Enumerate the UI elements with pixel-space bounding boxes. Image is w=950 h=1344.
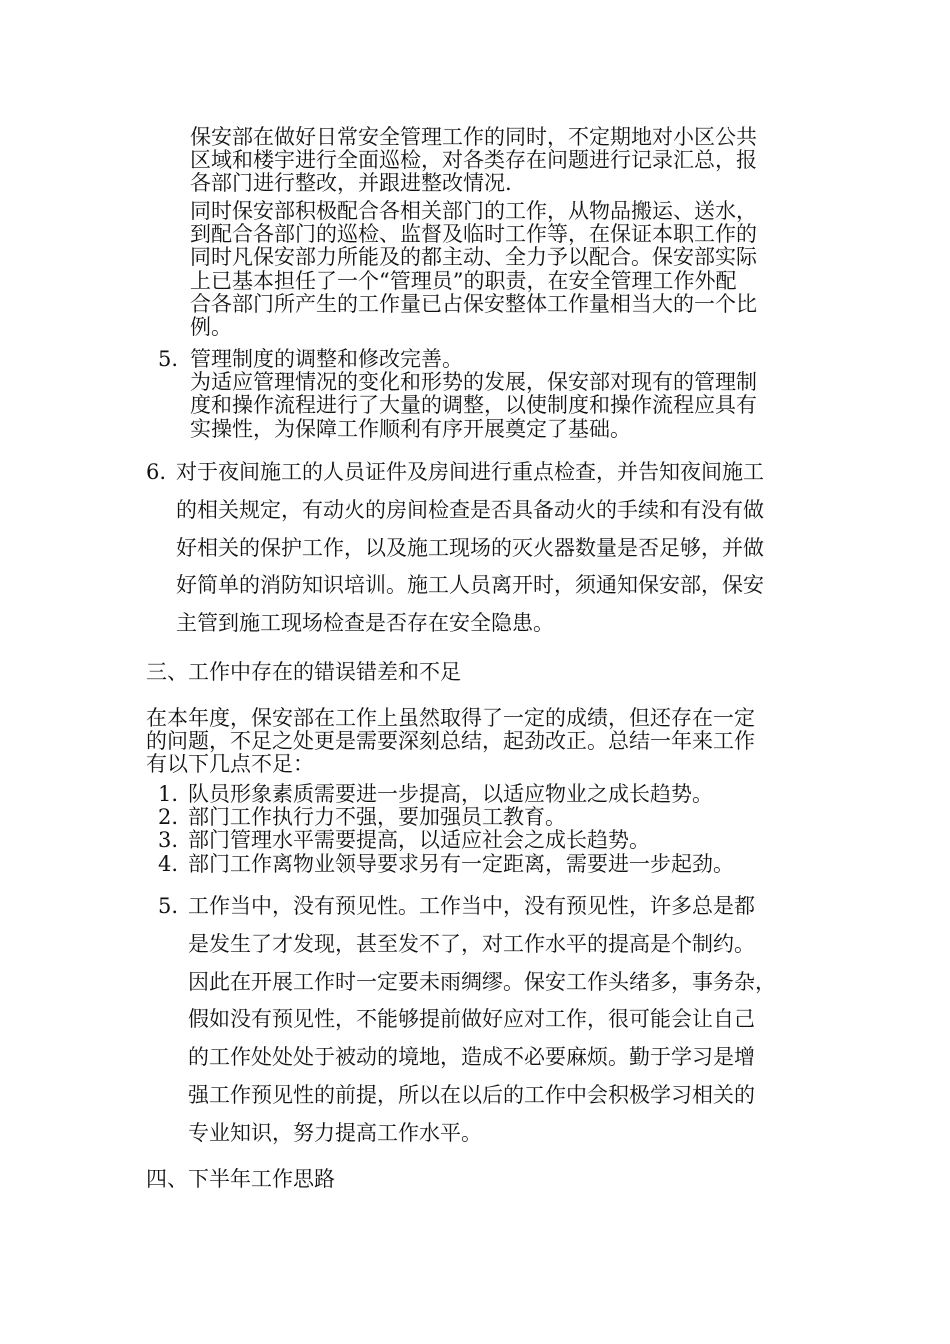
paragraph-cooperate bbox=[190, 200, 757, 339]
text-line: 在本年度，保安部在工作上虽然取得了一定的成绩，但还存在一定 bbox=[146, 706, 755, 730]
list-text: 部门管理水平需要提高，以适应社会之成长趋势。 bbox=[188, 828, 650, 853]
list-text: 部门工作离物业领导要求另有一定距离，需要进一步起劲。 bbox=[188, 851, 734, 876]
item5-title: 管理制度的调整和修改完善。 bbox=[190, 347, 463, 371]
text-line: 到配合各部门的巡检、监督及临时工作等，在保证本职工作的 bbox=[190, 222, 757, 247]
list-number: 1. bbox=[158, 782, 179, 806]
section4-heading: 四、下半年工作思路 bbox=[146, 1167, 335, 1191]
item6-block bbox=[176, 454, 764, 643]
text-line: 为适应管理情况的变化和形势的发展，保安部对现有的管理制 bbox=[190, 370, 757, 395]
text-line: 同时保安部积极配合各相关部门的工作，从物品搬运、送水， bbox=[190, 199, 757, 223]
text-line: 专业知识，努力提高工作水平。 bbox=[188, 1120, 482, 1145]
text-line: 好相关的保护工作，以及施工现场的灭火器数量是否足够，并做 bbox=[176, 535, 764, 560]
list-number: 3. bbox=[158, 828, 179, 853]
text-line: 的问题，不足之处更是需要深刻总结，起劲改正。总结一年来工作 bbox=[146, 729, 755, 754]
text-line: 度和操作流程进行了大量的调整，以使制度和操作流程应具有 bbox=[190, 393, 757, 418]
text-line: 的工作处处处于被动的境地，造成不必要麻烦。勤于学习是增 bbox=[188, 1045, 755, 1070]
list-number: 5. bbox=[158, 347, 179, 371]
foresight-item-block bbox=[188, 888, 776, 1153]
text-line: 实操性，为保障工作顺利有序开展奠定了基础。 bbox=[190, 416, 631, 441]
text-line: 例。 bbox=[190, 314, 232, 339]
text-line: 强工作预见性的前提，所以在以后的工作中会积极学习相关的 bbox=[188, 1082, 755, 1107]
text-line: 各部门进行整改，并跟进整改情况. bbox=[190, 171, 512, 196]
section3-intro bbox=[146, 707, 755, 777]
section3-heading: 三、工作中存在的错误错差和不足 bbox=[146, 660, 461, 684]
text-line: 同时凡保安部力所能及的都主动、全力予以配合。保安部实际 bbox=[190, 245, 757, 270]
list-number: 2. bbox=[158, 805, 179, 830]
text-line: 保安部在做好日常安全管理工作的同时，不定期地对小区公共 bbox=[190, 125, 757, 149]
text-line: 合各部门所产生的工作量已占保安整体工作量相当大的一个比 bbox=[190, 291, 757, 316]
text-line: 区域和楼宇进行全面巡检，对各类存在问题进行记录汇总，报 bbox=[190, 148, 757, 173]
paragraph-patrol bbox=[190, 126, 757, 196]
text-line: 假如没有预见性，不能够提前做好应对工作，很可能会让自己 bbox=[188, 1007, 755, 1032]
text-line: 的相关规定，有动火的房间检查是否具备动火的手续和有没有做 bbox=[176, 497, 764, 522]
list-text: 部门工作执行力不强，要加强员工教育。 bbox=[188, 805, 566, 830]
list-number: 6. bbox=[146, 460, 167, 484]
text-line: 上已基本担任了一个“管理员”的职责，在安全管理工作外配 bbox=[190, 268, 737, 293]
text-line: 工作当中，没有预见性。工作当中，没有预见性，许多总是都 bbox=[188, 894, 755, 918]
text-line: 因此在开展工作时一定要未雨绸缪。保安工作头绪多，事务杂， bbox=[188, 969, 776, 994]
list-number: 4. bbox=[158, 851, 179, 876]
list-number: 5. bbox=[158, 894, 179, 918]
item5-block bbox=[190, 348, 757, 441]
list-text: 队员形象素质需要进一步提高，以适应物业之成长趋势。 bbox=[188, 782, 713, 806]
text-line: 主管到施工现场检查是否存在安全隐患。 bbox=[176, 611, 554, 636]
text-line: 是发生了才发现，甚至发不了，对工作水平的提高是个制约。 bbox=[188, 931, 755, 956]
text-line: 对于夜间施工的人员证件及房间进行重点检查，并告知夜间施工 bbox=[176, 460, 764, 484]
text-line: 好简单的消防知识培训。施工人员离开时，须通知保安部，保安 bbox=[176, 573, 764, 598]
text-line: 有以下几点不足： bbox=[146, 752, 314, 777]
